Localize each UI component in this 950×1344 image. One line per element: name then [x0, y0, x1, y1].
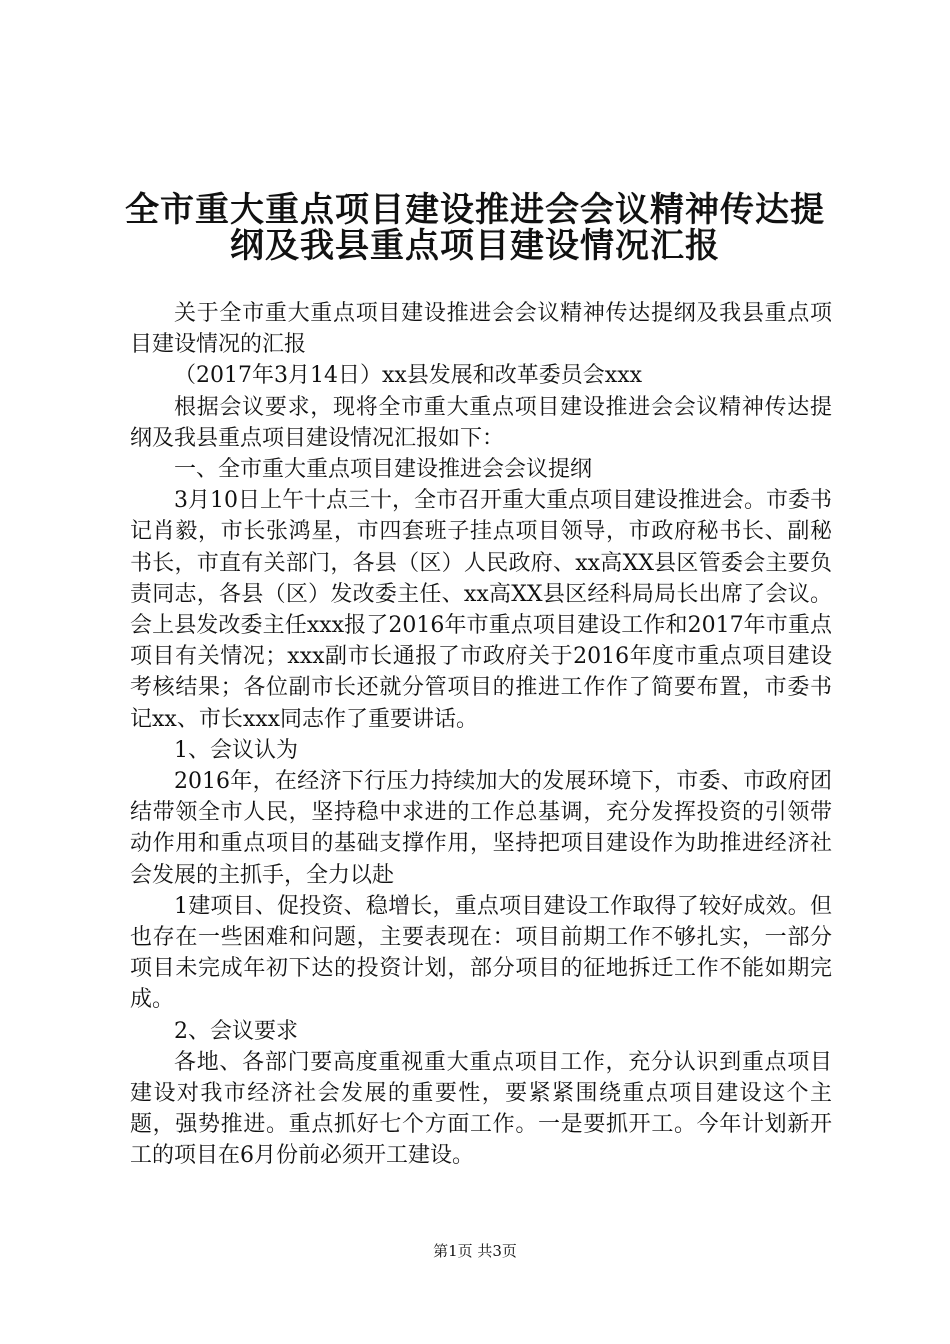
- results-paragraph: 1建项目、促投资、稳增长，重点项目建设工作取得了较好成效。但也存在一些困难和问题，主要表现在：项目前期工作不够扎实，一部分项目未完成年初下达的投资计划，部分项目的征地拆迁工作不能如期完成。: [130, 893, 832, 1013]
- section-heading-1: 一、全市重大重点项目建设推进会会议提纲: [174, 457, 593, 483]
- document-body: [130, 298, 832, 1172]
- subsection-heading-2: 2、会议要求: [174, 1018, 298, 1044]
- date-author-line: （2017年3月14日）xx县发展和改革委员会xxx: [174, 363, 643, 389]
- subsection-heading-1: 1、会议认为: [174, 737, 298, 763]
- document-title-line-1: 全市重大重点项目建设推进会会议精神传达提: [125, 190, 825, 230]
- intro-paragraph: 根据会议要求，现将全市重大重点项目建设推进会会议精神传达提纲及我县重点项目建设情况汇报如下：: [130, 394, 832, 451]
- meeting-summary-paragraph: 3月10日上午十点三十，全市召开重大重点项目建设推进会。市委书记肖毅，市长张鸿星，市四套班子挂点项目领导，市政府秘书长、副秘书长，市直有关部门，各县（区）人民政府、xx高XX县区管委会主要负责同志，各县（区）发改委主任、xx高XX县区经科局局长出席了会议。会上县发改委主任xxx报了2016年市重点项目建设工作和2017年市重点项目有关情况；xxx副市长通报了市政府关于2016年度市重点项目建设考核结果；各位副市长还就分管项目的推进工作作了简要布置，市委书记xx、市长xxx同志作了重要讲话。: [130, 488, 832, 732]
- requirements-paragraph: 各地、各部门要高度重视重大重点项目工作，充分认识到重点项目建设对我市经济社会发展的重要性，要紧紧围绕重点项目建设这个主题，强势推进。重点抓好七个方面工作。一是要抓开工。今年计划新开工的项目在6月份前必须开工建设。: [130, 1049, 832, 1169]
- report-heading-paragraph: 关于全市重大重点项目建设推进会会议精神传达提纲及我县重点项目建设情况的汇报: [130, 301, 832, 358]
- meeting-view-paragraph: 2016年，在经济下行压力持续加大的发展环境下，市委、市政府团结带领全市人民，坚持稳中求进的工作总基调，充分发挥投资的引领带动作用和重点项目的基础支撑作用，坚持把项目建设作为助推进经济社会发展的主抓手，全力以赴: [130, 769, 832, 888]
- document-title-line-2: 纲及我县重点项目建设情况汇报: [230, 226, 720, 266]
- page-footer: 第1页 共3页: [433, 1242, 517, 1260]
